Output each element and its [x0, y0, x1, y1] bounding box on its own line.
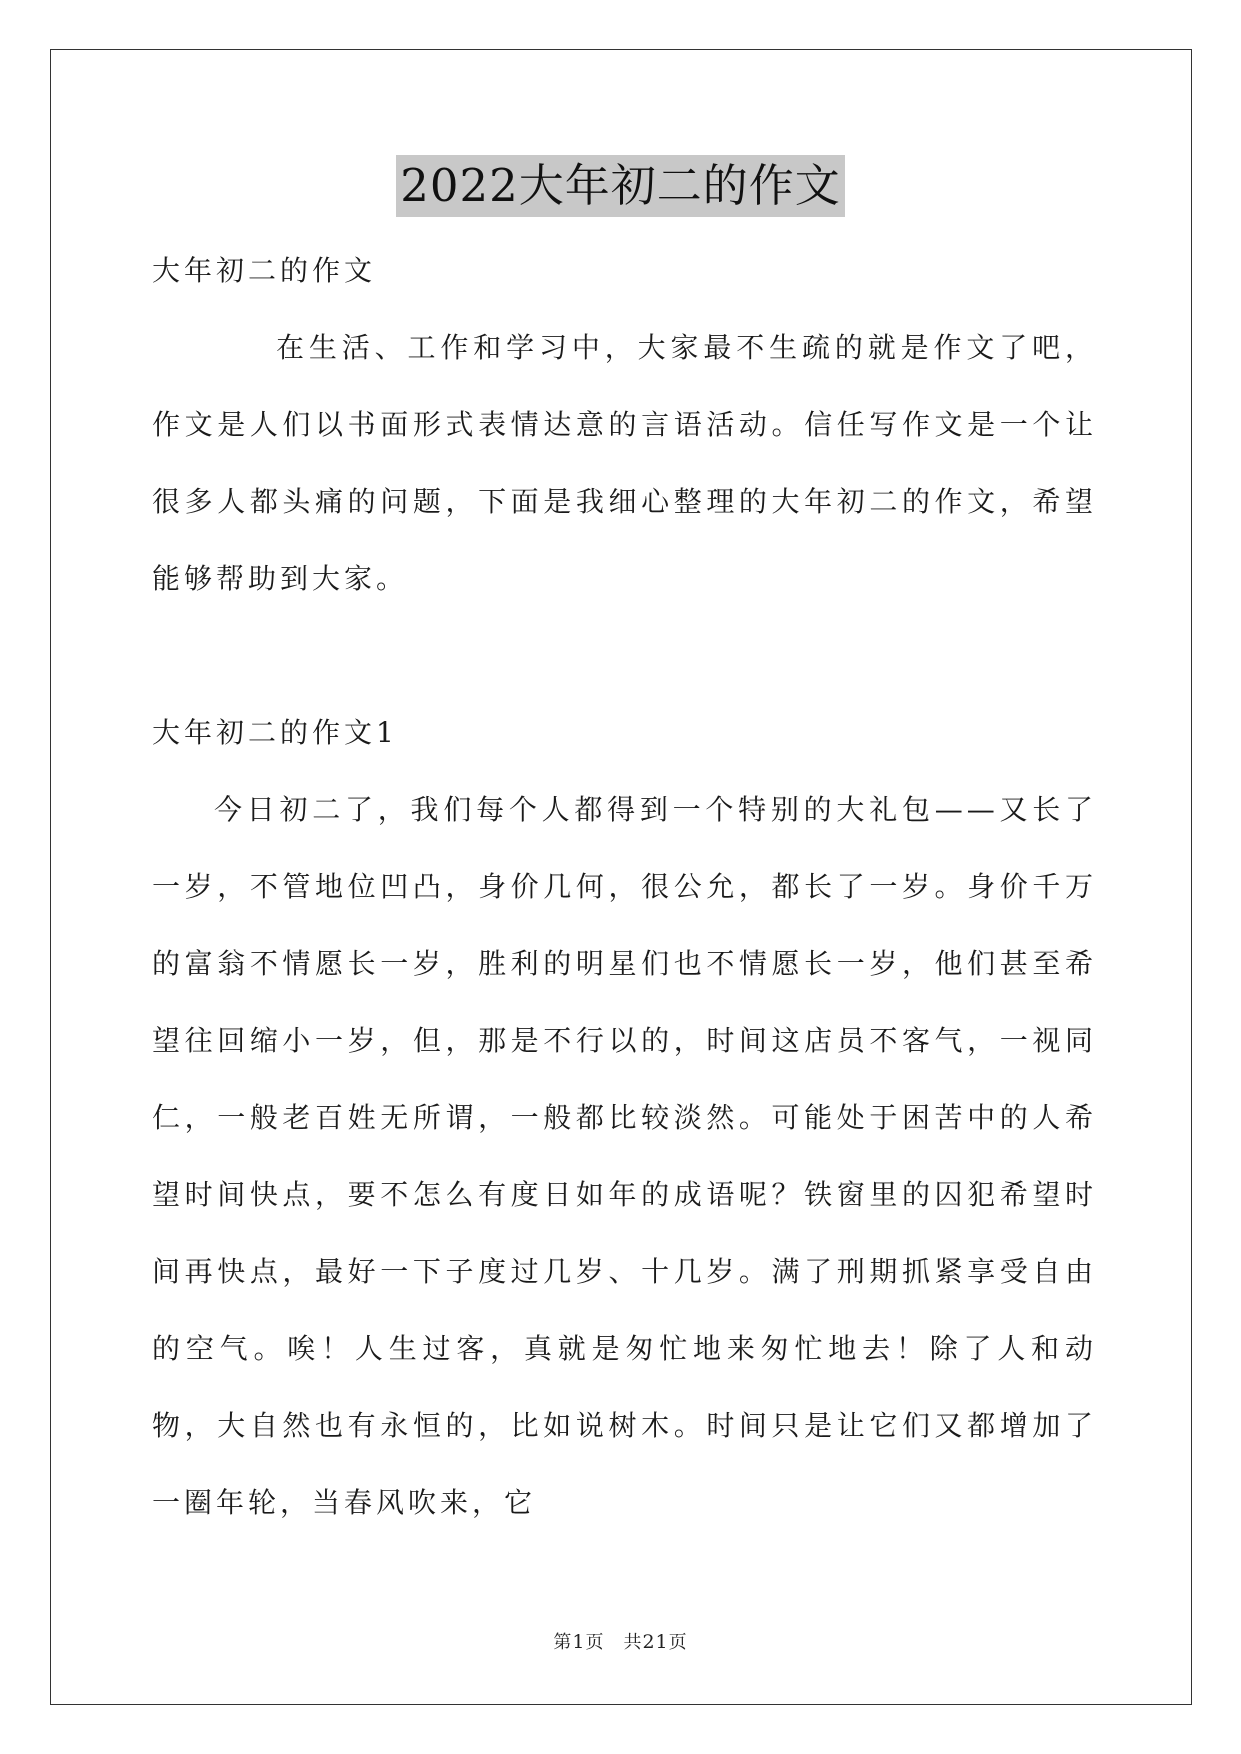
title-wrap [0, 155, 1241, 217]
page-footer [0, 1628, 1241, 1654]
intro-paragraph: 在生活、工作和学习中，大家最不生疏的就是作文了吧，作文是人们以书面形式表情达意的言语活动。信任写作文是一个让很多人都头痛的问题，下面是我细心整理的大年初二的作文，希望能够帮助到大家。 [152, 331, 1097, 595]
page-total: 21 [642, 1631, 669, 1653]
document-title: 2022大年初二的作文 [396, 155, 845, 217]
section-paragraph: 今日初二了，我们每个人都得到一个特别的大礼包——又长了一岁，不管地位凹凸，身价几何，很公允，都长了一岁。身价千万的富翁不情愿长一岁，胜利的明星们也不情愿长一岁，他们甚至希望往回缩小一岁，但，那是不行以的，时间这店员不客气，一视同仁，一般老百姓无所谓，一般都比较淡然。可能处于困苦中的人希望时间快点，要不怎么有度日如年的成语呢？铁窗里的囚犯希望时间再快点，最好一下子度过几岁、十几岁。满了刑期抓紧享受自由的空气。唉！人生过客，真就是匆忙地来匆忙地去！除了人和动物，大自然也有永恒的，比如说树木。时间只是让它们又都增加了一圈年轮，当春风吹来，它 [152, 793, 1097, 1519]
paragraph-spacer [152, 617, 1097, 694]
page-current: 1 [572, 1631, 586, 1653]
document-body [152, 232, 1097, 1541]
page-mid: 页 共 [585, 1632, 643, 1653]
page-suffix: 页 [668, 1632, 688, 1653]
section-heading: 大年初二的作文1 [152, 716, 398, 749]
page-prefix: 第 [553, 1632, 573, 1653]
subtitle: 大年初二的作文 [152, 254, 377, 287]
